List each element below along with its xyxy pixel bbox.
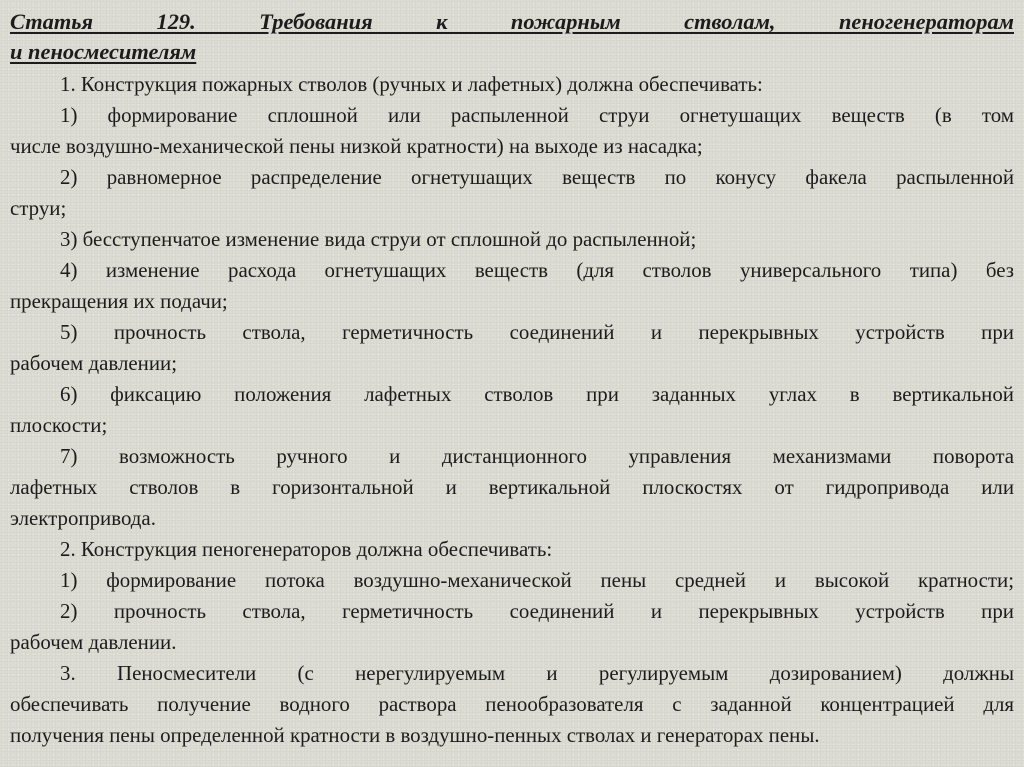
item-1-4-line-2: прекращения их подачи; [10,289,228,313]
item-1-1-line-2: числе воздушно-механической пены низкой кратности) на выходе из насадка; [10,134,703,158]
item-2-2-line-1: 2) прочность ствола, герметичность соединений и перекрывных устройств при [60,599,1014,623]
document-page [10,7,1014,751]
item-1-2-line-2: струи; [10,196,67,220]
item-1-6-line-2: плоскости; [10,413,108,437]
article-title [10,7,1014,67]
paragraph-3-line-2: обеспечивать получение водного раствора пенообразователя с заданной концентрацией для [10,692,1014,716]
item-1-5-line-1: 5) прочность ствола, герметичность соединений и перекрывных устройств при [60,320,1014,344]
item-1-3: 3) бесступенчатое изменение вида струи от сплошной до распыленной; [60,227,697,251]
item-1-5-line-2: рабочем давлении; [10,351,178,375]
item-1-6-line-1: 6) фиксацию положения лафетных стволов при заданных углах в вертикальной [60,382,1014,406]
item-2-2-line-2: рабочем давлении. [10,630,177,654]
paragraph-3-line-3: получения пены определенной кратности в воздушно-пенных стволах и генераторах пены. [10,723,820,747]
article-body [10,69,1014,751]
item-1-7-line-1: 7) возможность ручного и дистанционного управления механизмами поворота [60,444,1014,468]
item-2-1: 1) формирование потока воздушно-механической пены средней и высокой кратности; [60,568,1014,592]
article-title-line-2: и пеносмесителям [10,39,197,64]
article-title-line-1: Статья 129. Требования к пожарным стволам, пеногенераторам [10,9,1014,34]
paragraph-2-heading: 2. Конструкция пеногенераторов должна обеспечивать: [60,537,553,561]
paragraph-1-heading: 1. Конструкция пожарных стволов (ручных и лафетных) должна обеспечивать: [60,72,763,96]
item-1-4-line-1: 4) изменение расхода огнетушащих веществ (для стволов универсального типа) без [60,258,1014,282]
paragraph-3-line-1: 3. Пеносмесители (с нерегулируемым и регулируемым дозированием) должны [60,661,1014,685]
item-1-7-line-2: лафетных стволов в горизонтальной и вертикальной плоскостях от гидропривода или [10,475,1014,499]
item-1-7-line-3: электропривода. [10,506,156,530]
item-1-2-line-1: 2) равномерное распределение огнетушащих веществ по конусу факела распыленной [60,165,1014,189]
item-1-1-line-1: 1) формирование сплошной или распыленной струи огнетушащих веществ (в том [60,103,1014,127]
